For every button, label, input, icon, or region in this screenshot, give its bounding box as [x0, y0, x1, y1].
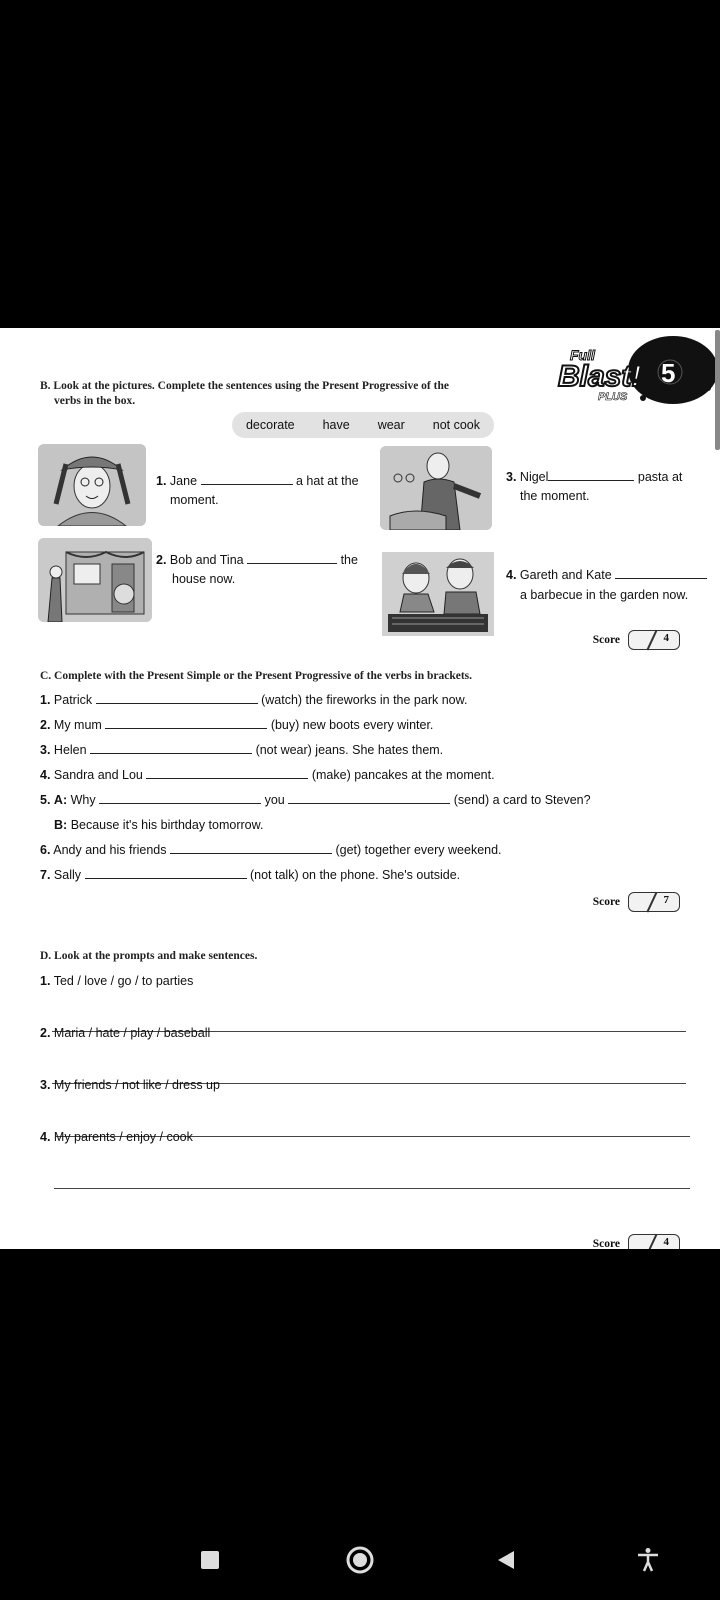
b-item-3-line1: 3. Nigel pasta at [506, 470, 683, 484]
d-item-1: 1. Ted / love / go / to parties [40, 974, 194, 988]
section-c-heading: C. Complete with the Present Simple or the Present Progressive of the verbs in brackets. [40, 670, 473, 682]
d-item-2: 2. Maria / hate / play / baseball [40, 1026, 211, 1040]
c-item-7: 7. Sally (not talk) on the phone. She's outside. [40, 868, 461, 882]
back-icon[interactable] [488, 1542, 524, 1578]
b-item-1-line1: 1. Jane a hat at the [156, 474, 359, 488]
c-item-2: 2. My mum (buy) new boots every winter. [40, 718, 434, 732]
c-item-1: 1. Patrick (watch) the fireworks in the park now. [40, 693, 468, 707]
section-b-heading-line1: B. Look at the pictures. Complete the sentences using the Present Progressive of the [40, 380, 449, 392]
section-d-score: Score 4 [593, 1234, 680, 1249]
home-icon[interactable] [342, 1542, 378, 1578]
svg-text:5: 5 [661, 358, 676, 388]
picture-gareth-kate-barbecue [382, 552, 494, 636]
score-box: 4 [628, 1234, 680, 1249]
c-item-5: 5. A: Why you (send) a card to Steven? [40, 793, 591, 807]
scrollbar-thumb[interactable] [715, 330, 720, 450]
b-item-4-line1: 4. Gareth and Kate [506, 568, 707, 582]
worksheet-page [0, 328, 720, 1249]
section-b-heading-line2: verbs in the box. [54, 395, 136, 407]
android-nav-bar [0, 1520, 720, 1600]
accessibility-icon[interactable] [630, 1542, 666, 1578]
b-item-1-line2: moment. [170, 493, 219, 507]
picture-bob-tina-decorating [38, 538, 152, 622]
c-item-3: 3. Helen (not wear) jeans. She hates them. [40, 743, 444, 757]
full-blast-logo [548, 328, 720, 418]
picture-jane-hat [38, 444, 146, 526]
word-decorate: decorate [245, 418, 295, 432]
b-item-3-line2: the moment. [520, 489, 590, 503]
section-d-heading: D. Look at the prompts and make sentences. [40, 950, 258, 962]
d-item-4: 4. My parents / enjoy / cook [40, 1130, 193, 1144]
word-box [232, 412, 494, 438]
svg-text:PLUS: PLUS [598, 391, 628, 403]
picture-nigel-cooking [380, 446, 492, 530]
c-item-6: 6. Andy and his friends (get) together every weekend. [40, 843, 502, 857]
word-not-cook: not cook [432, 418, 481, 432]
svg-text:Blast!: Blast! [558, 360, 642, 393]
svg-text:Full: Full [570, 347, 595, 363]
score-box: 4 [628, 630, 680, 650]
b-item-2-line1: 2. Bob and Tina the [156, 553, 358, 567]
recent-apps-icon[interactable] [192, 1542, 228, 1578]
section-c-score: Score 7 [593, 892, 680, 912]
d-item-3: 3. My friends / not like / dress up [40, 1078, 220, 1092]
c-item-4: 4. Sandra and Lou (make) pancakes at the moment. [40, 768, 495, 782]
c-item-5-b: B: Because it's his birthday tomorrow. [54, 818, 264, 832]
section-b-score: Score 4 [593, 630, 680, 650]
word-wear: wear [377, 418, 405, 432]
d-answer-line-4[interactable] [54, 1188, 690, 1189]
b-item-2-line2: house now. [172, 572, 236, 586]
word-have: have [322, 418, 350, 432]
b-item-4-line2: a barbecue in the garden now. [520, 588, 689, 602]
score-box: 7 [628, 892, 680, 912]
